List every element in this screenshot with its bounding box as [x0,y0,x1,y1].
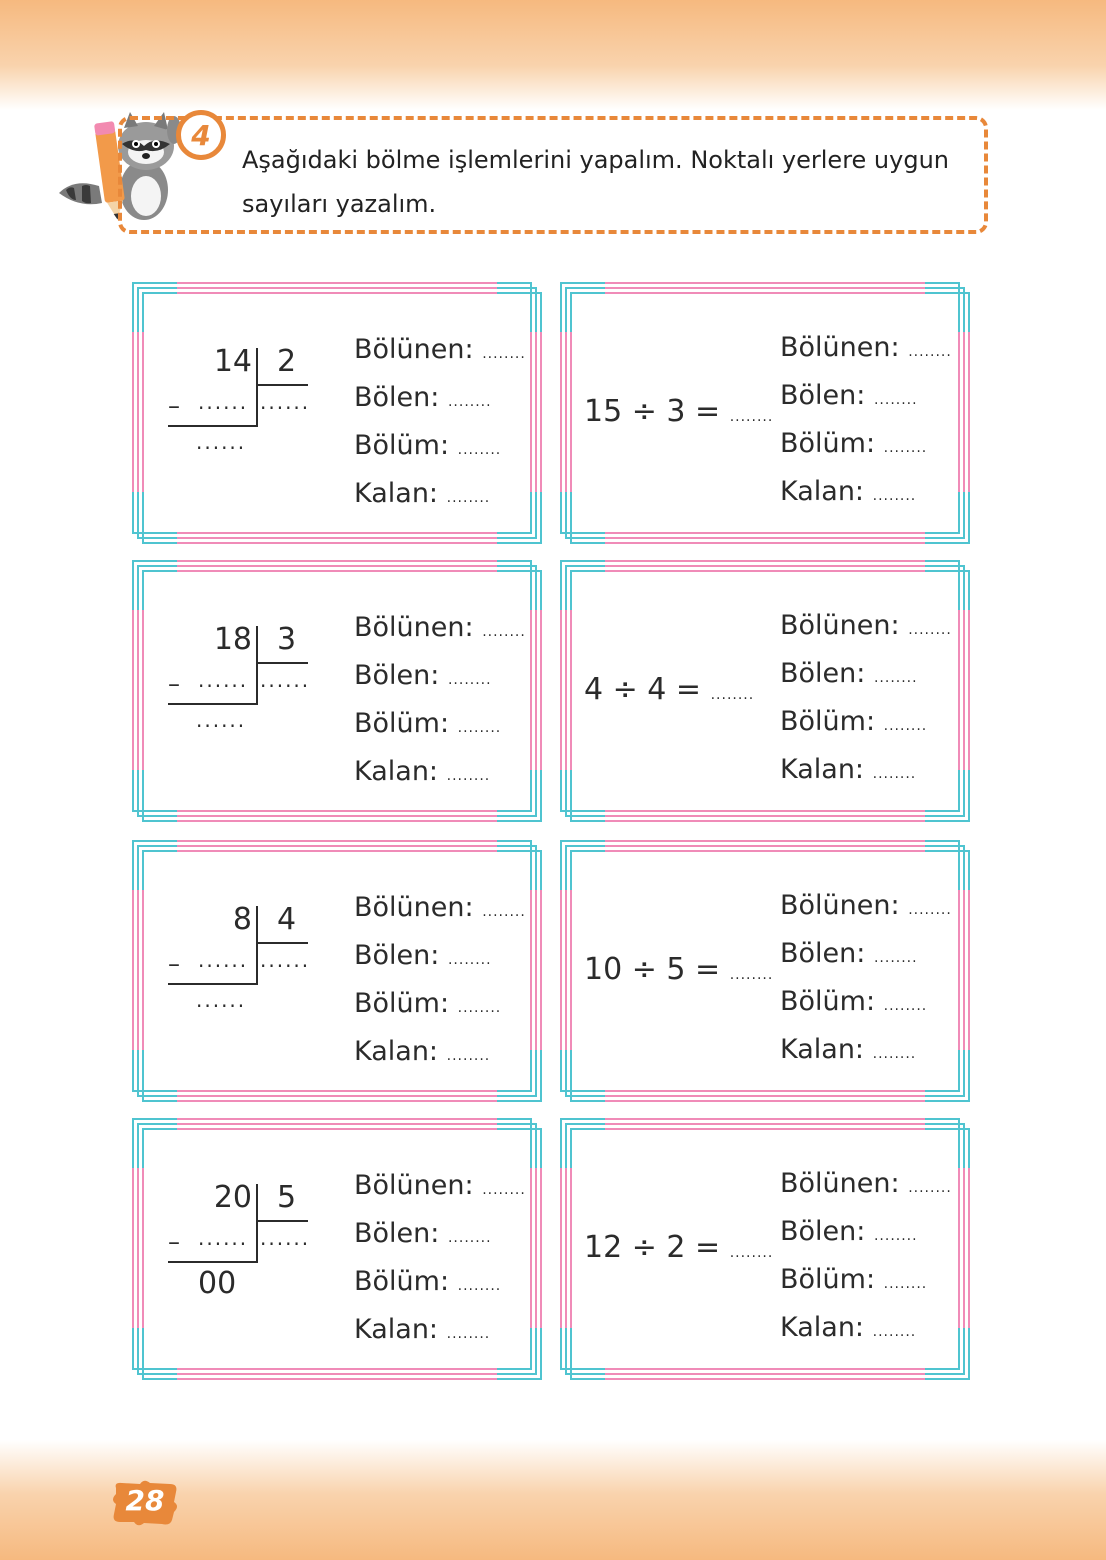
quotient-label: Bölüm: [780,986,876,1017]
divisor-label: Bölen: [780,658,866,689]
remainder-label: Kalan: [780,1034,865,1065]
subtraction-line [168,983,258,985]
answer-labels [780,326,952,518]
card-pink-stripe [560,610,572,770]
divisor-blank[interactable]: ........ [447,952,492,968]
division-equation [584,952,773,987]
minus-sign: – [168,1228,180,1256]
quotient-row [354,982,526,1030]
subtraction-line [168,703,258,705]
remainder-value[interactable]: ...... [196,988,247,1012]
page-number: 28 [125,1484,165,1517]
quotient-label: Bölüm: [354,988,450,1019]
card-pink-stripe [177,1118,497,1130]
division-bracket-line [256,384,308,386]
dividend-row [354,328,526,376]
dividend-blank[interactable]: ........ [908,902,952,918]
minus-sign: – [168,392,180,420]
quotient-row [780,980,952,1028]
dividend-blank[interactable]: ........ [482,904,526,920]
remainder-row [354,1030,526,1078]
card-pink-stripe [560,1168,572,1328]
card-pink-stripe [530,1168,542,1328]
remainder-blank[interactable]: ........ [446,1326,491,1342]
card-pink-stripe [605,532,925,544]
remainder-blank[interactable]: ........ [872,488,917,504]
card-pink-stripe [177,1090,497,1102]
answer-labels [354,606,526,798]
division-bracket-line [256,1220,308,1222]
subtraction-line [168,1261,258,1263]
card-pink-stripe [605,810,925,822]
dividend-row [780,326,952,374]
quotient-label: Bölüm: [780,706,876,737]
divisor-blank[interactable]: ........ [447,394,492,410]
minus-sign: – [168,670,180,698]
divisor-row [354,1212,526,1260]
equation-answer-blank[interactable]: ........ [710,687,755,703]
remainder-row [354,750,526,798]
quotient-label: Bölüm: [354,430,450,461]
divisor-label: Bölen: [354,660,440,691]
dividend-label: Bölünen: [354,334,474,365]
division-divisor: 2 [277,344,297,379]
quotient-row [780,1258,952,1306]
dividend-label: Bölünen: [354,1170,474,1201]
quotient-blank[interactable]: ........ [883,440,928,456]
remainder-blank[interactable]: ........ [446,490,491,506]
dividend-blank[interactable]: ........ [908,622,952,638]
remainder-blank[interactable]: ........ [872,1324,917,1340]
divisor-label: Bölen: [780,938,866,969]
remainder-label: Kalan: [354,1314,439,1345]
divisor-label: Bölen: [354,382,440,413]
quotient-label: Bölüm: [354,708,450,739]
division-bracket-line [256,348,258,426]
quotient-label: Bölüm: [780,1264,876,1295]
quotient-blank[interactable]: ........ [883,998,928,1014]
divisor-blank[interactable]: ........ [447,1230,492,1246]
long-division-card [132,1118,542,1380]
division-bracket-line [256,1184,258,1262]
dividend-label: Bölünen: [354,612,474,643]
equation-card [560,1118,970,1380]
division-dividend: 8 [232,902,252,937]
remainder-blank[interactable]: ........ [872,766,917,782]
divisor-row [354,654,526,702]
equation-card [560,840,970,1102]
dividend-label: Bölünen: [780,610,900,641]
dividend-label: Bölünen: [780,1168,900,1199]
divisor-blank[interactable]: ........ [873,670,918,686]
divisor-row [780,652,952,700]
quotient-label: Bölüm: [780,428,876,459]
remainder-label: Kalan: [780,1312,865,1343]
answer-labels [780,884,952,1076]
card-pink-stripe [605,840,925,852]
dividend-blank[interactable]: ........ [482,346,526,362]
remainder-label: Kalan: [780,476,865,507]
division-divisor: 4 [277,902,297,937]
card-pink-stripe [958,610,970,770]
equation-answer-blank[interactable]: ........ [729,409,774,425]
answer-labels [354,1164,526,1356]
card-pink-stripe [177,1368,497,1380]
card-pink-stripe [177,560,497,572]
dividend-label: Bölünen: [354,892,474,923]
remainder-row [780,1306,952,1354]
equation-answer-blank[interactable]: ........ [729,1245,774,1261]
answer-labels [780,1162,952,1354]
quotient-row [354,424,526,472]
divisor-row [780,374,952,422]
equation-text: 10 ÷ 5 = [584,952,721,987]
card-pink-stripe [605,282,925,294]
divisor-blank[interactable]: ........ [873,392,918,408]
subtrahend-blank[interactable]: ...... [198,948,249,972]
quotient-row [780,700,952,748]
remainder-label: Kalan: [354,1036,439,1067]
quotient-row [354,702,526,750]
quotient-blank[interactable]: ........ [457,1278,502,1294]
quotient-label: Bölüm: [354,1266,450,1297]
division-dividend: 18 [213,622,252,657]
quotient-blank-field[interactable]: ...... [260,1226,311,1250]
remainder-row [780,748,952,796]
remainder-label: Kalan: [354,478,439,509]
card-pink-stripe [132,610,144,770]
long-division-card [132,282,542,544]
dividend-blank[interactable]: ........ [482,1182,526,1198]
subtrahend-blank[interactable]: ...... [198,1226,249,1250]
card-pink-stripe [177,810,497,822]
card-pink-stripe [605,560,925,572]
card-pink-stripe [958,890,970,1050]
page-number-badge [110,1478,180,1528]
divisor-blank[interactable]: ........ [873,1228,918,1244]
equation-answer-blank[interactable]: ........ [729,967,774,983]
subtrahend-blank[interactable]: ...... [198,668,249,692]
remainder-value[interactable]: ...... [196,430,247,454]
long-division-card [132,560,542,822]
subtraction-line [168,425,258,427]
exercise-number-badge: 4 [176,110,226,160]
quotient-blank[interactable]: ........ [457,720,502,736]
remainder-row [780,470,952,518]
division-divisor: 3 [277,622,297,657]
divisor-row [354,934,526,982]
dividend-row [780,1162,952,1210]
card-pink-stripe [530,610,542,770]
card-pink-stripe [958,1168,970,1328]
card-pink-stripe [177,282,497,294]
dividend-row [354,606,526,654]
dividend-row [780,604,952,652]
quotient-blank-field[interactable]: ...... [260,390,311,414]
card-pink-stripe [605,1090,925,1102]
dividend-row [354,886,526,934]
dividend-label: Bölünen: [780,890,900,921]
equation-text: 4 ÷ 4 = [584,672,702,707]
card-pink-stripe [605,1368,925,1380]
dividend-blank[interactable]: ........ [908,1180,952,1196]
division-bracket-line [256,906,258,984]
card-pink-stripe [132,332,144,492]
remainder-label: Kalan: [354,756,439,787]
dividend-row [780,884,952,932]
answer-labels [780,604,952,796]
remainder-row [780,1028,952,1076]
division-equation [584,672,754,707]
division-equation [584,1230,773,1265]
division-dividend: 14 [213,344,252,379]
quotient-row [780,422,952,470]
division-dividend: 20 [213,1180,252,1215]
card-pink-stripe [530,332,542,492]
divisor-label: Bölen: [780,380,866,411]
dividend-blank[interactable]: ........ [482,624,526,640]
divisor-label: Bölen: [780,1216,866,1247]
top-decorative-band [0,0,1106,110]
division-bracket-line [256,662,308,664]
remainder-label: Kalan: [780,754,865,785]
instruction-text: Aşağıdaki bölme işlemlerini yapalım. Noktalı yerlere uygun sayıları yazalım. [242,146,950,218]
equation-text: 15 ÷ 3 = [584,394,721,429]
answer-labels [354,328,526,520]
equation-card [560,560,970,822]
divisor-blank[interactable]: ........ [447,672,492,688]
division-divisor: 5 [277,1180,297,1215]
equation-text: 12 ÷ 2 = [584,1230,721,1265]
minus-sign: – [168,950,180,978]
card-pink-stripe [605,1118,925,1130]
dividend-blank[interactable]: ........ [908,344,952,360]
remainder-row [354,1308,526,1356]
quotient-row [354,1260,526,1308]
equation-card [560,282,970,544]
remainder-value: 00 [198,1266,237,1301]
card-pink-stripe [132,890,144,1050]
divisor-blank[interactable]: ........ [873,950,918,966]
divisor-row [780,932,952,980]
card-pink-stripe [132,1168,144,1328]
subtrahend-blank[interactable]: ...... [198,390,249,414]
division-bracket-line [256,626,258,704]
divisor-label: Bölen: [354,1218,440,1249]
card-pink-stripe [530,890,542,1050]
remainder-value[interactable]: ...... [196,708,247,732]
card-pink-stripe [560,890,572,1050]
quotient-blank[interactable]: ........ [457,442,502,458]
card-pink-stripe [958,332,970,492]
divisor-label: Bölen: [354,940,440,971]
quotient-blank[interactable]: ........ [883,718,928,734]
quotient-blank-field[interactable]: ...... [260,948,311,972]
divisor-row [354,376,526,424]
quotient-blank[interactable]: ........ [457,1000,502,1016]
remainder-row [354,472,526,520]
card-pink-stripe [177,840,497,852]
quotient-blank[interactable]: ........ [883,1276,928,1292]
card-pink-stripe [560,332,572,492]
divisor-row [780,1210,952,1258]
answer-labels [354,886,526,1078]
remainder-blank[interactable]: ........ [446,768,491,784]
card-pink-stripe [177,532,497,544]
division-equation [584,394,773,429]
dividend-label: Bölünen: [780,332,900,363]
remainder-blank[interactable]: ........ [872,1046,917,1062]
long-division-card [132,840,542,1102]
division-bracket-line [256,942,308,944]
dividend-row [354,1164,526,1212]
quotient-blank-field[interactable]: ...... [260,668,311,692]
remainder-blank[interactable]: ........ [446,1048,491,1064]
